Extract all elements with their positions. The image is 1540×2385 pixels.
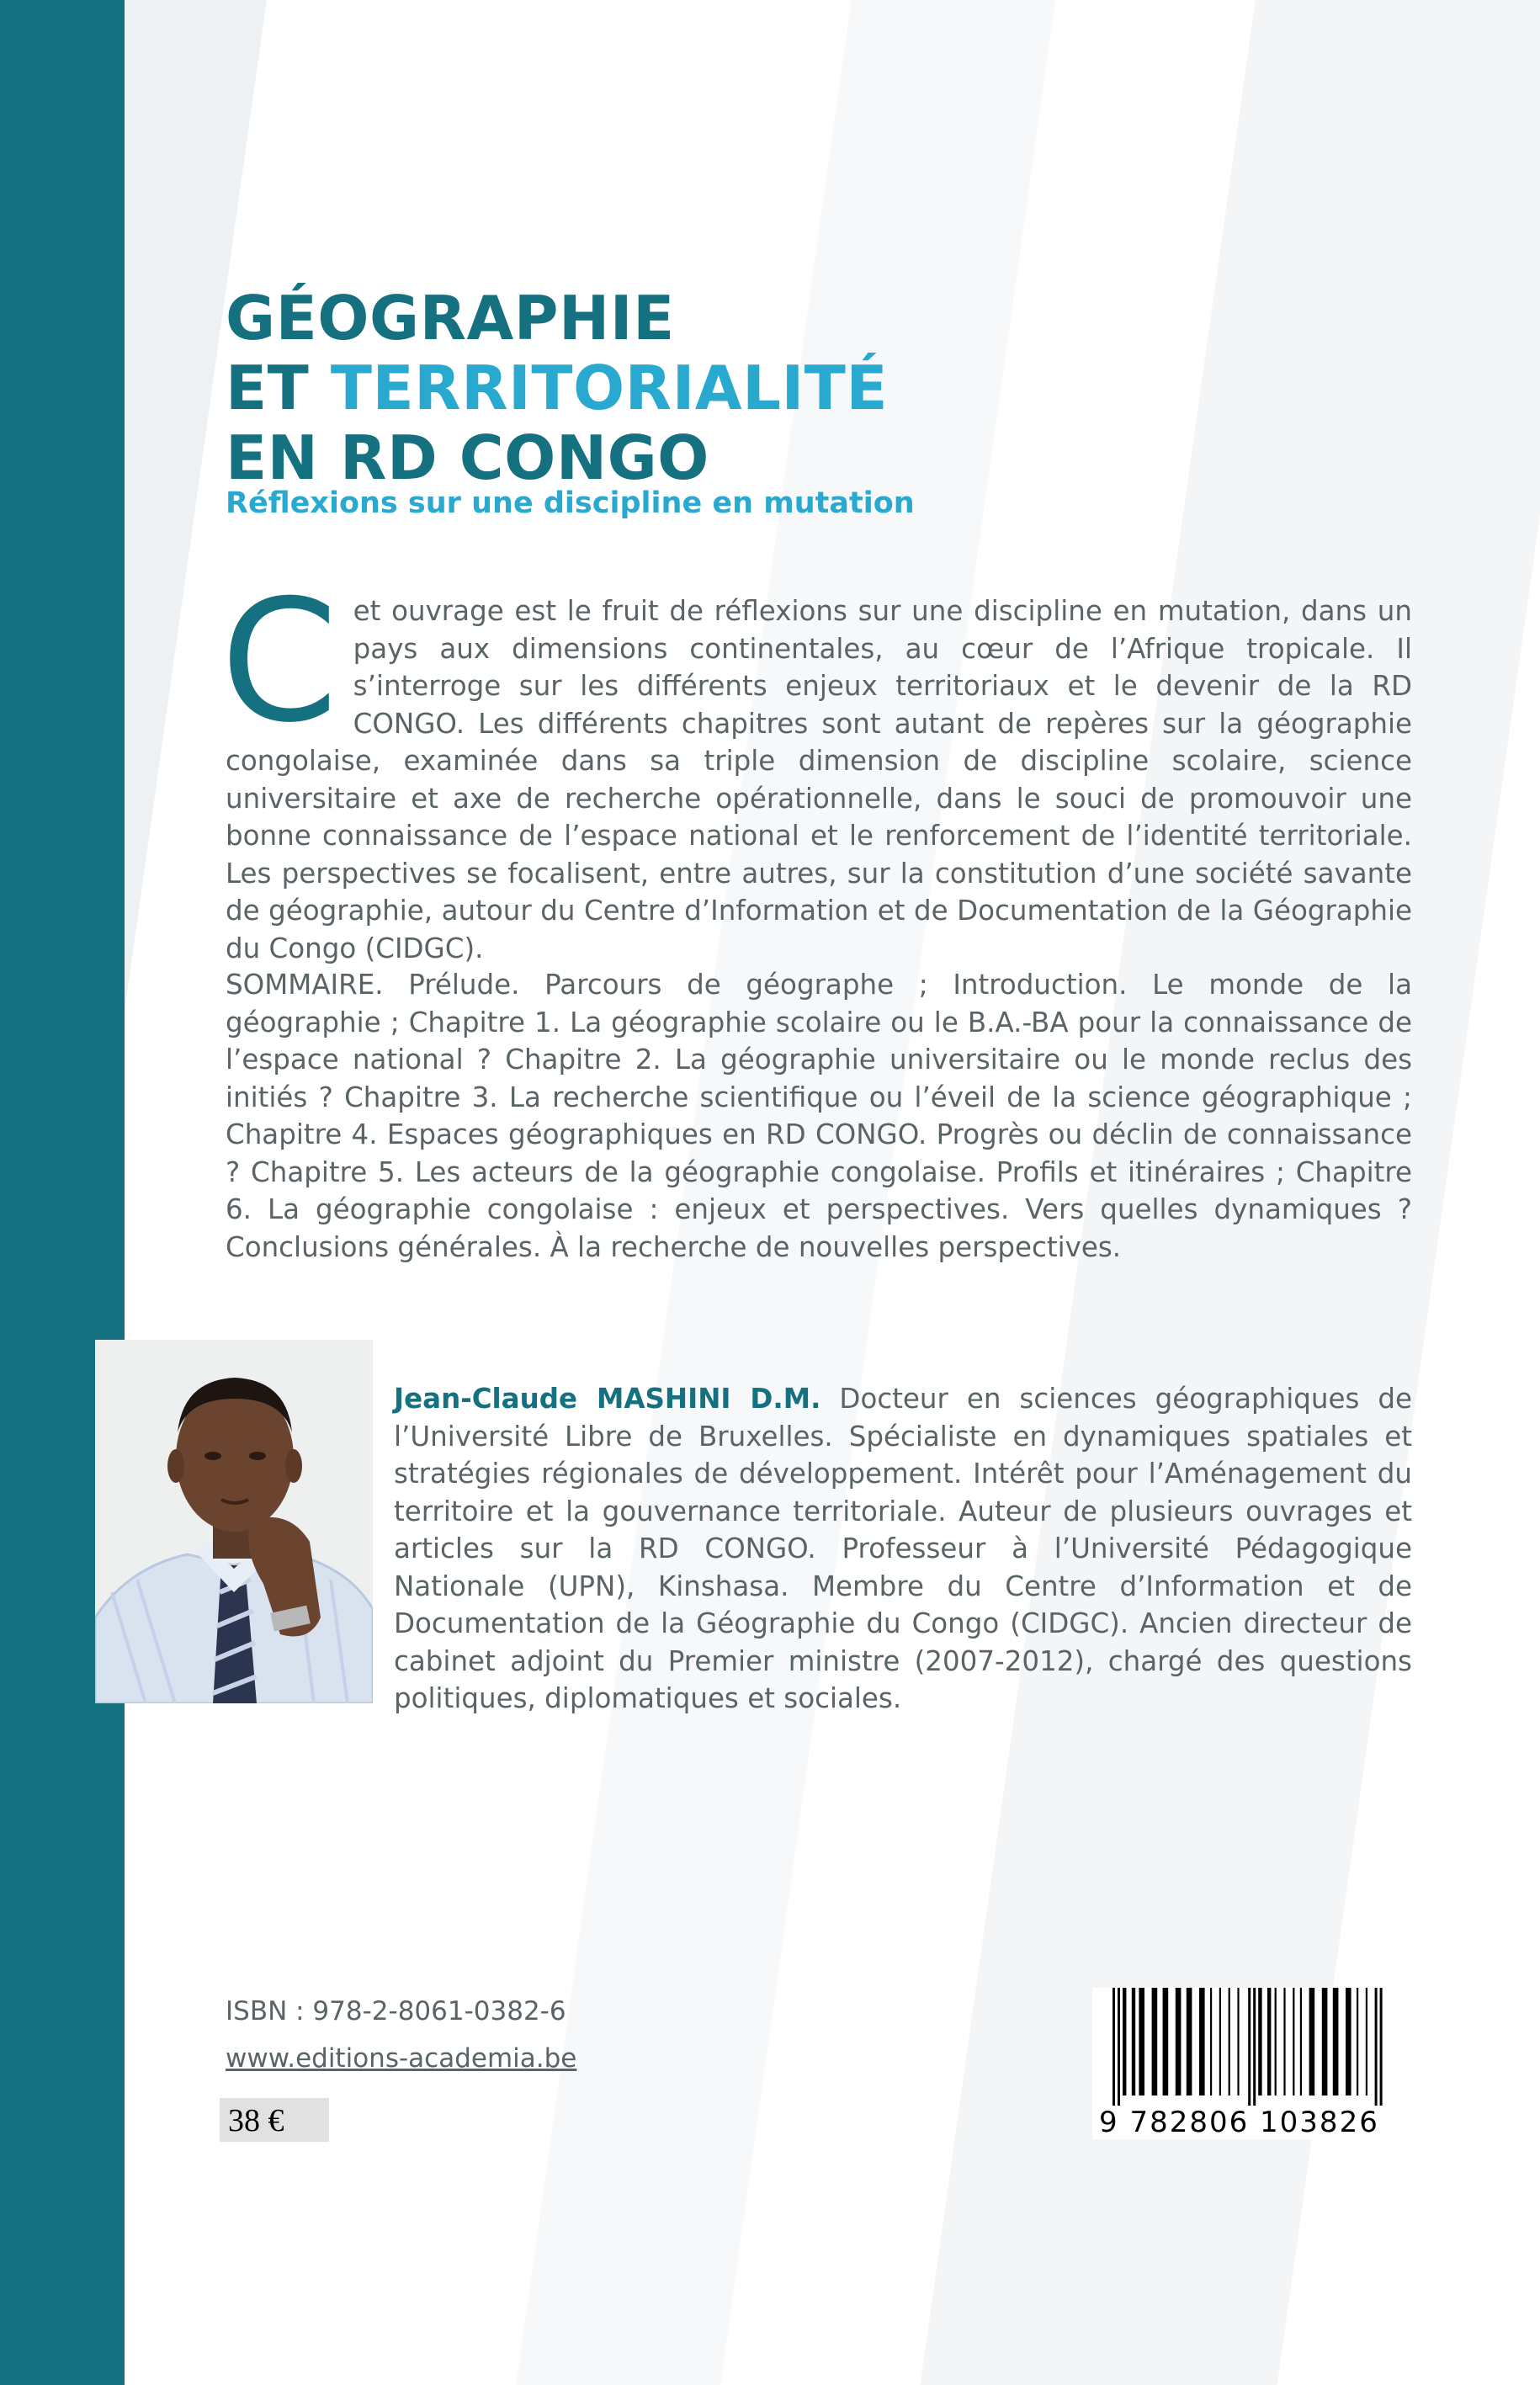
barcode-bar bbox=[1199, 1988, 1205, 2096]
publisher-website-link[interactable]: www.editions-academia.be bbox=[226, 2043, 577, 2074]
author-bio bbox=[394, 1380, 1412, 1718]
title-line-2 bbox=[226, 353, 889, 423]
barcode-bar bbox=[1375, 1988, 1378, 2106]
barcode-bar bbox=[1258, 1988, 1261, 2096]
title-line-3: EN RD CONGO bbox=[226, 422, 709, 493]
price: 38 € bbox=[228, 2103, 284, 2138]
intro-paragraph bbox=[220, 564, 1412, 967]
barcode-bar bbox=[1322, 1988, 1328, 2096]
barcode-bar bbox=[1176, 1988, 1182, 2096]
barcode-bar bbox=[1366, 1988, 1367, 2096]
barcode-bar bbox=[1118, 1988, 1120, 2106]
barcode-bar bbox=[1300, 1988, 1302, 2096]
barcode-bars bbox=[1101, 1988, 1414, 2106]
title-line-2-accent: TERRITORIALITÉ bbox=[330, 353, 889, 423]
barcode-bar bbox=[1248, 1988, 1251, 2106]
barcode-bar bbox=[1283, 1988, 1285, 2096]
barcode-bar bbox=[1229, 1988, 1230, 2096]
barcode-bar bbox=[1275, 1988, 1277, 2096]
isbn: ISBN : 978-2-8061-0382-6 bbox=[226, 1996, 566, 2026]
table-of-contents: SOMMAIRE. Prélude. Parcours de géographe ; Introduction. Le monde de la géographie ; Chapitre 1. La géographie scolaire ou le B.A.-BA pour la connaissance de l’espace national ? Chapitre 2. La géographie universitaire ou le monde reclus des initiés ? Chapitre 3. La recherche scientifique ou l’éveil de la science géographique ; Chapitre 4. Espaces géographiques en RD CONGO. Progrès ou déclin de connaissance ? Chapitre 5. Les acteurs de la géographie congolaise. Profils et itinéraires ; Chapitre 6. La géographie congolaise : enjeux et perspectives. Vers quelles dynamiques ? Conclusions générales. À la recherche de nouvelles perspectives. bbox=[226, 969, 1412, 1263]
cover-spine-band bbox=[0, 0, 125, 2385]
barcode-bar bbox=[1333, 1988, 1339, 2096]
author-portrait-icon bbox=[95, 1340, 373, 1703]
barcode-bar bbox=[1139, 1988, 1144, 2096]
barcode-bar bbox=[1346, 1988, 1351, 2096]
barcode-bar bbox=[1309, 1988, 1315, 2096]
intro-text: et ouvrage est le fruit de réflexions sur une discipline en mutation, dans un pays aux dimensions continentales, au cœur de l’Afrique tropicale. Il s’interroge sur les différents enjeux territoriaux et le devenir de la RD CONGO. Les différents chapitres sont autant de repères sur la géographie congolaise, examinée dans sa triple dimension de discipline scolaire, science universitaire et axe de recherche opérationnelle, dans le souci de promouvoir une bonne connaissance de l’espace national et le renforcement de l’identité territoriale. Les perspectives se focalisent, entre autres, sur la constitution d’une société savante de géographie, autour du Centre d’Information et de Documentation de la Géographie du Congo (CIDGC). bbox=[226, 595, 1412, 964]
barcode-bar bbox=[1237, 1988, 1239, 2096]
barcode-bar bbox=[1187, 1988, 1192, 2096]
barcode-bar bbox=[1123, 1988, 1126, 2096]
barcode-bar bbox=[1267, 1988, 1271, 2096]
barcode-digits: 9 782806 103826 bbox=[1099, 2106, 1379, 2139]
barcode-bar bbox=[1357, 1988, 1358, 2096]
author-bio-text: Docteur en sciences géographiques de l’Université Libre de Bruxelles. Spécialiste en dynamiques spatiales et stratégies régionales de développement. Intérêt pour l’Aménagement du territoire et la gouvernance territoriale. Auteur de plusieurs ouvrages et articles sur la RD CONGO. Professeur à l’Université Pédagogique Nationale (UPN), Kinshasa. Membre du Centre d’Information et de Documentation de la Géographie du Congo (CIDGC). Ancien directeur de cabinet adjoint du Premier ministre (2007-2012), chargé des questions politiques, diplomatiques et sociales. bbox=[394, 1383, 1412, 1714]
barcode-bar bbox=[1152, 1988, 1158, 2096]
barcode-bar bbox=[1253, 1988, 1256, 2106]
author-name: Jean-Claude MASHINI D.M. bbox=[394, 1383, 821, 1415]
title-line-2-prefix: ET bbox=[226, 353, 331, 423]
barcode-bar bbox=[1380, 1988, 1383, 2106]
subtitle: Réflexions sur une discipline en mutation bbox=[226, 486, 915, 520]
drop-cap: C bbox=[220, 564, 338, 760]
barcode-bar bbox=[1132, 1988, 1135, 2096]
author-photo bbox=[95, 1340, 373, 1703]
barcode-bar bbox=[1293, 1988, 1294, 2096]
barcode-bar bbox=[1113, 1988, 1115, 2106]
barcode bbox=[1092, 1988, 1415, 2139]
barcode-bar bbox=[1210, 1988, 1212, 2096]
barcode-bar bbox=[1163, 1988, 1169, 2096]
title-line-1: GÉOGRAPHIE bbox=[226, 283, 675, 353]
barcode-bar bbox=[1219, 1988, 1221, 2096]
price-box bbox=[220, 2098, 329, 2142]
